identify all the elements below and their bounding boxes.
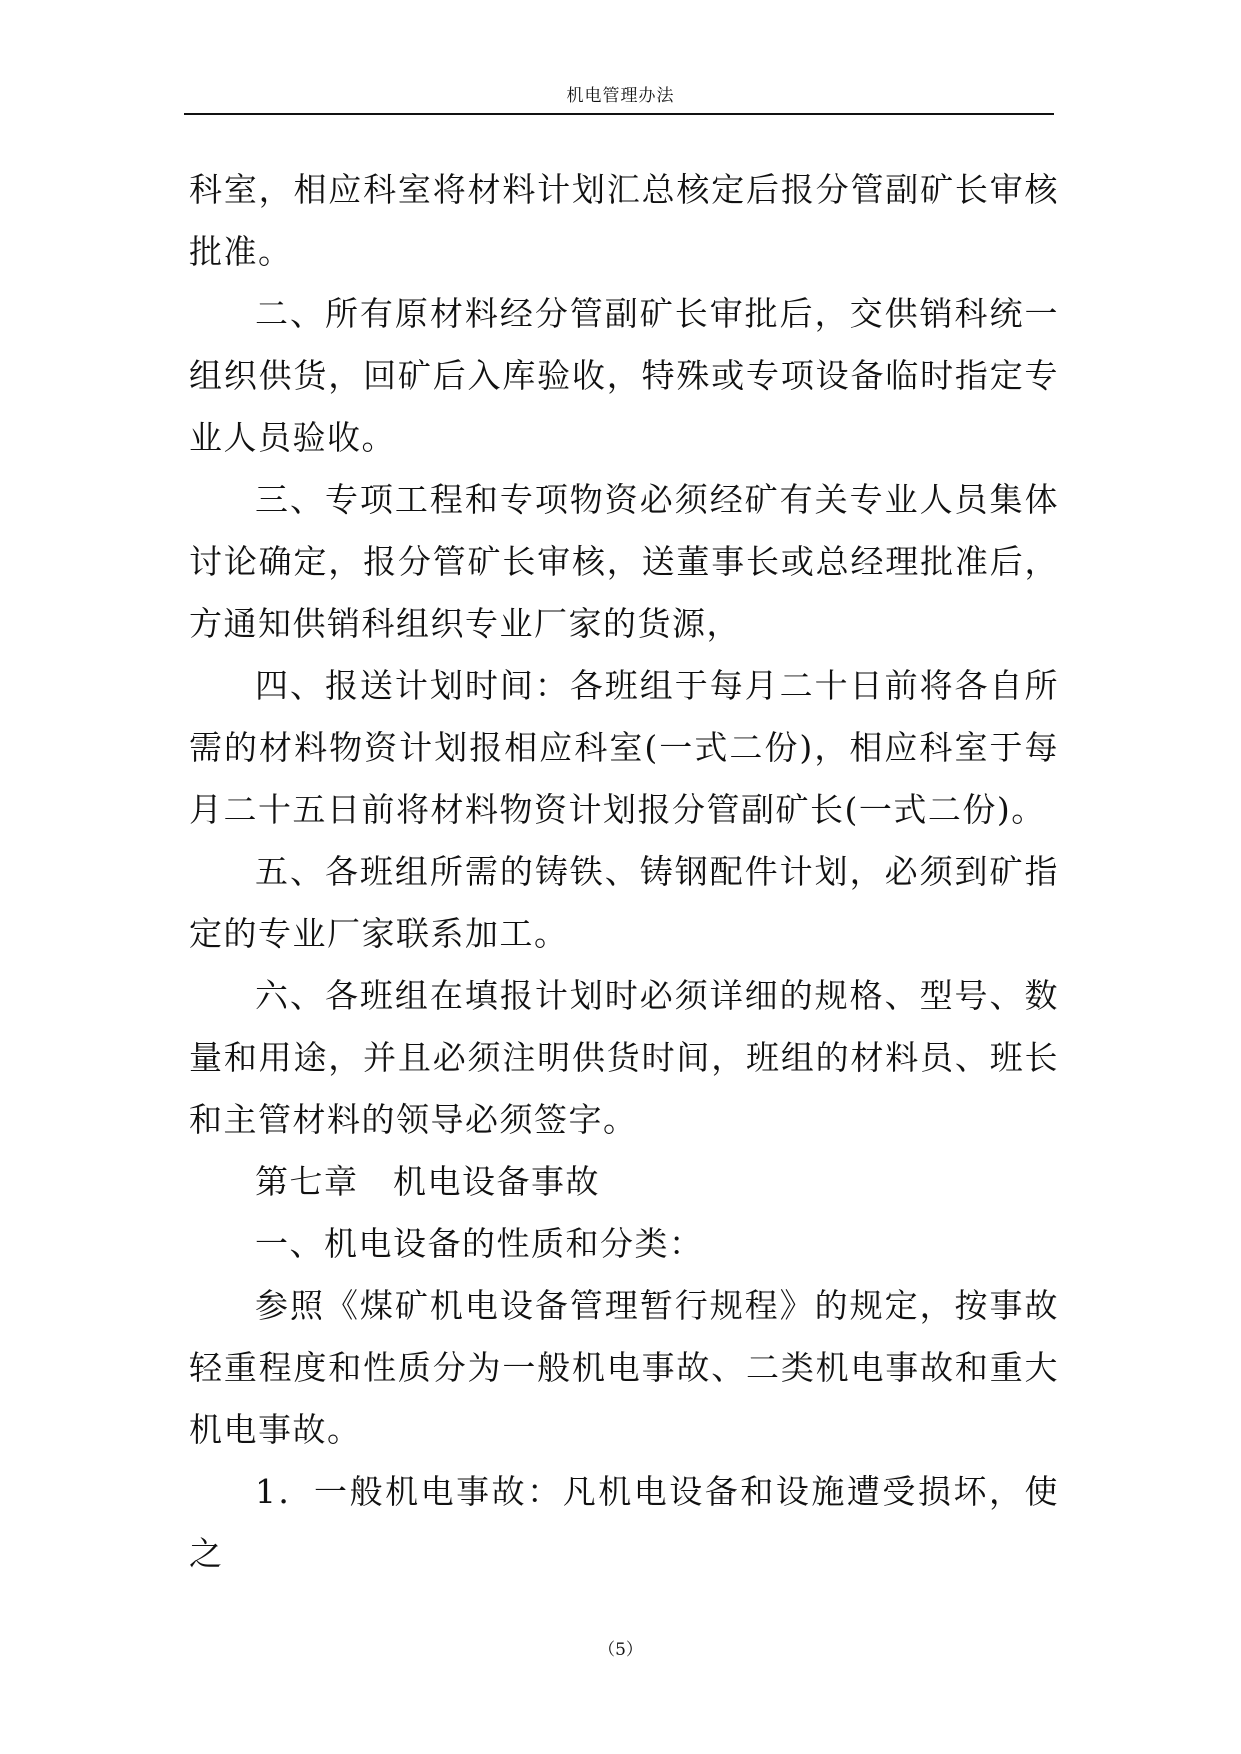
paragraph: 四、报送计划时间：各班组于每月二十日前将各自所需的材料物资计划报相应科室(一式二份)，相应科室于每月二十五日前将材料物资计划报分管副矿长(一式二份)。 — [189, 666, 1059, 829]
paragraph: 二、所有原材料经分管副矿长审批后，交供销科统一组织供货，回矿后入库验收，特殊或专项设备临时指定专业人员验收。 — [189, 294, 1059, 457]
paragraph: 六、各班组在填报计划时必须详细的规格、型号、数量和用途，并且必须注明供货时间，班组的材料员、班长和主管材料的领导必须签字。 — [189, 976, 1059, 1139]
paragraph: 科室，相应科室将材料计划汇总核定后报分管副矿长审核批准。 — [189, 170, 1059, 271]
page-number: （5） — [598, 1640, 643, 1660]
paragraph: 五、各班组所需的铸铁、铸钢配件计划，必须到矿指定的专业厂家联系加工。 — [189, 852, 1059, 953]
paragraph: 1．一般机电事故：凡机电设备和设施遭受损坏，使之 — [189, 1472, 1059, 1573]
running-header: 机电管理办法 — [566, 86, 675, 106]
document-body — [189, 159, 1059, 1585]
chapter-heading: 第七章 机电设备事故 — [255, 1162, 600, 1201]
paragraph: 三、专项工程和专项物资必须经矿有关专业人员集体讨论确定，报分管矿长审核，送董事长或总经理批准后，方通知供销科组织专业厂家的货源， — [189, 480, 1059, 643]
header-divider — [184, 113, 1054, 115]
section-heading: 一、机电设备的性质和分类： — [255, 1224, 704, 1263]
paragraph: 参照《煤矿机电设备管理暂行规程》的规定，按事故轻重程度和性质分为一般机电事故、二类机电事故和重大机电事故。 — [189, 1286, 1059, 1449]
